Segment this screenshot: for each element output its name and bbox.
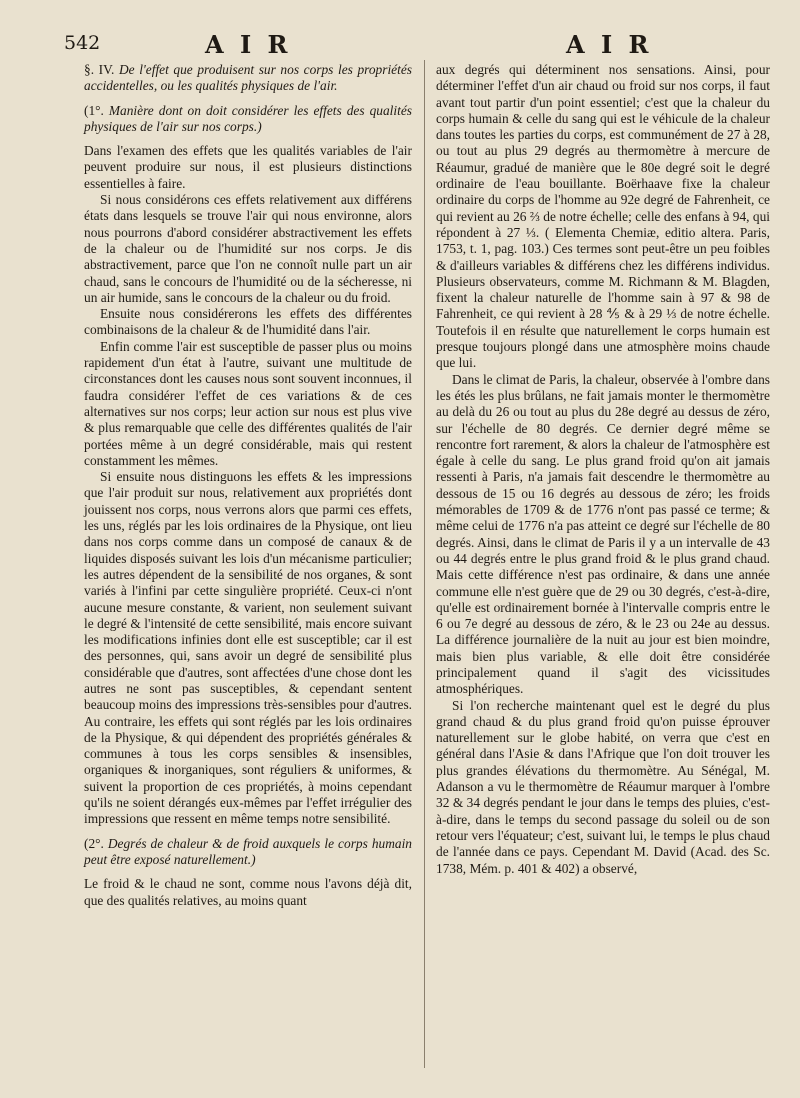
section-mark: §. IV. <box>84 62 115 77</box>
paragraph: Dans l'examen des effets que les qualités variables de l'air peuvent produire sur nous, il est plusieurs distinctions essentielles à faire. <box>84 143 412 191</box>
paragraph: Le froid & le chaud ne sont, comme nous l'avons déjà dit, que des qualités relatives, au moins quant <box>84 876 412 908</box>
column-divider <box>424 60 425 1068</box>
subheading-1-number: (1°. <box>84 102 104 118</box>
paragraph: aux degrés qui déterminent nos sensations. Ainsi, pour déterminer l'effet d'un air chaud ou froid sur nos corps, il faut avant tout partir d'un point essentiel; c'est que la chaleur du corps humain & celle du sang qui est le véhicule de la chaleur dans toutes les parties du corps, est communément de 27 à 28, ou tout au plus 29 degrés au thermomètre à mercure de Réaumur, gradué de manière que le 80e degré soit le degré ordinaire de l'eau bouillante. Boërhaave fixe la chaleur ordinaire du corps de l'homme au 92e degré de Fahrenheit, ce qui revient au 26 ⅔ de notre échelle; celle des enfans à 94, qui répondent à 27 ⅓. ( Elementa Chemiæ, editio altera. Paris, 1753, t. 1, pag. 103.) Ces termes sont peut-être un peu foibles & d'ailleurs variables & différens chez les différens individus. Plusieurs observateurs, comme M. Richmann & M. Blagden, fixent la chaleur naturelle de l'homme sain à 97 & 98 de Fahrenheit, ce qui revient à 28 ⅘ & à 29 ⅓ de notre échelle. Toutefois il en résulte que naturellement le corps humain est presque toujours plongé dans une atmosphère moins chaude que lui. <box>436 62 770 371</box>
paragraph: Si ensuite nous distinguons les effets & les impressions que l'air produit sur nous, relativement aux propriétés dont jouissent nos corps, nous verrons alors que parmi ces effets, les uns, réglés par les lois ordinaires de la Physique, ont lieu dans nos corps comme dans un composé de canaux & de liquides disposés suivant les lois d'un mécanisme particulier; les autres dépendent de la sensibilité de nos organes, & sont variés à l'infini par cette singulière propriété. Ceux-ci n'ont aucune mesure constante, & varient, non seulement suivant le degré & l'intensité de cette sensibilité, mais encore suivant les modifications infinies dont elle est susceptible; car il est des personnes, qui, sans avoir un degré de sensibilité plus considérable que d'autres, sont affectées d'une chose dont les autres ne sont pas susceptibles, & cependant sentent beaucoup moins des impressions très-sensibles pour d'autres. Au contraire, les effets qui sont réglés par les lois ordinaires de la Physique, & qui dépendent des propriétés générales & communes à tous les corps sensibles & insensibles, organiques & inorganiques, sont réguliers & uniformes, & suivent la proportion de ces propriétés, à moins cependant qu'ils ne soient dérangés eux-mêmes par l'effet irrégulier des impressions que ressent en même temps notre sensibilité. <box>84 469 412 827</box>
section-heading <box>84 62 412 95</box>
paragraph: Dans le climat de Paris, la chaleur, observée à l'ombre dans les étés les plus brûlans, ne fait jamais monter le thermomètre au delà du 26 ou tout au plus du 28e degré au dessus de zéro, sur l'échelle de 80 degrés. Ce dernier degré même se rencontre fort rarement, & alors la chaleur de l'atmosphère est égale à celle du sang. Le plus grand froid qu'on ait jamais ressenti à Paris, n'a jamais fait descendre le thermomètre au dessous de 15 ou 16 degrés au dessous de zéro; les froids mémorables de 1709 & de 1776 n'ont pas passé ce terme; & même celui de 1776 n'a pas atteint ce degré sur l'échelle de 80 degrés. Ainsi, dans le climat de Paris il y a un intervalle de 43 ou 44 degrés entre le plus grand froid & le plus grand chaud. Mais cette différence n'est pas ordinaire, & dans une année commune elle n'est guère que de 29 ou 30 degrés, c'est-à-dire, qu'elle est ordinairement bornée à l'intervalle compris entre le 6 ou 7e degré au dessous de zéro, & le 23 ou 24e au dessus. La différence journalière de la nuit au jour est bien moindre, mais bien plus variable, & elle doit être considérée principalement quand il s'agit des vicissitudes atmosphériques. <box>436 371 770 697</box>
right-column <box>436 62 770 877</box>
paragraph: Si nous considérons ces effets relativement aux différens états dans lesquels se trouve l'air qui nous environne, alors nous pourrons d'abord considérer abstractivement les effets de la chaleur ou de l'humidité sur nos corps. Je dis abstractivement, parce que l'on ne connoît nulle part un air chaud, sans le concours de l'humidité ou de la sécheresse, ni un air humide, sans le concours de la chaleur ou du froid. <box>84 192 412 305</box>
page-number: 542 <box>64 32 101 54</box>
paragraph: Ensuite nous considérerons les effets des différentes combinaisons de la chaleur & de l'humidité dans l'air. <box>84 306 412 338</box>
subheading-2-number: (2°. <box>84 835 104 851</box>
subheading-1-text: Manière dont on doit considérer les effets des qualités physiques de l'air sur nos corps.) <box>84 102 412 134</box>
right-headword: A I R <box>566 30 653 59</box>
subheading-1 <box>84 103 412 136</box>
subheading-2-text: Degrés de chaleur & de froid auxquels le corps humain peut être exposé naturellement.) <box>84 835 412 867</box>
paragraph: Si l'on recherche maintenant quel est le degré du plus grand chaud & du plus grand froid qu'on puisse éprouver naturellement sur le globe habité, on verra que c'est en général dans l'Asie & dans l'Afrique que l'on doit trouver les plus grandes élévations du thermomètre. Au Sénégal, M. Adanson a vu le thermomètre de Réaumur marquer à l'ombre 32 & 34 degrés pendant le jour dans le temps des pluies, c'est-à-dire, dans le temps du second passage du soleil ou de son retour vers l'équateur; c'est, suivant lui, le temps le plus chaud de l'année dans ce pays. Cependant M. David (Acad. des Sc. 1738, Mém. p. 401 & 402) a observé, <box>436 697 770 876</box>
left-column <box>84 62 412 909</box>
paragraph: Enfin comme l'air est susceptible de passer plus ou moins rapidement d'un état à l'autre, suivant une multitude de circonstances dont les causes nous sont souvent inconnues, il faudra considérer l'effet de ces variations & de ces alternatives sur nos corps; leur action sur nous est plus vive & plus remarquable que celle des différentes qualités de l'air portées même à un degré considérable, mais qui restent constamment les mêmes. <box>84 338 412 468</box>
subheading-2 <box>84 836 412 869</box>
section-title: De l'effet que produisent sur nos corps les propriétés accidentelles, ou les qualités physiques de l'air. <box>84 62 412 94</box>
running-header <box>0 26 800 62</box>
left-headword: A I R <box>205 30 292 59</box>
